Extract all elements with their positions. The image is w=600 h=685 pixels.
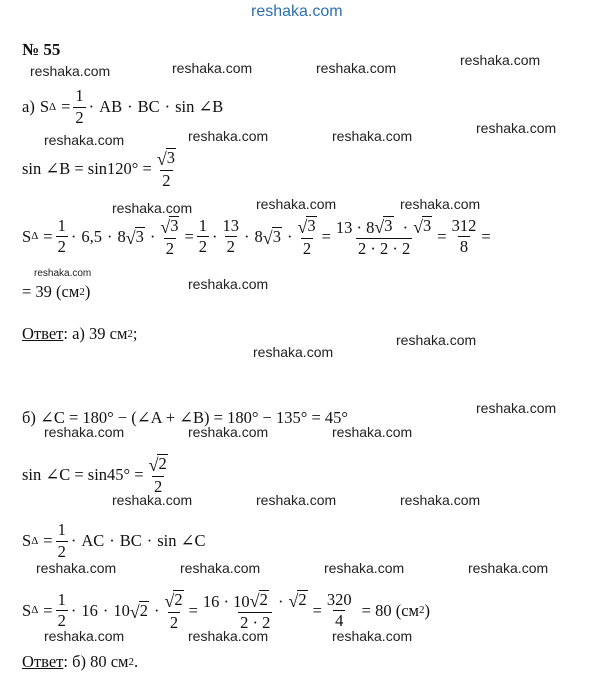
watermark: reshaka.com bbox=[30, 63, 111, 79]
watermark: reshaka.com bbox=[188, 628, 269, 644]
watermark: reshaka.com bbox=[44, 132, 125, 148]
watermark: reshaka.com bbox=[332, 424, 413, 440]
watermark: reshaka.com bbox=[188, 276, 269, 292]
watermark: reshaka.com bbox=[172, 60, 253, 76]
site-header[interactable]: reshaka.com bbox=[251, 3, 343, 20]
watermark: reshaka.com bbox=[332, 628, 413, 644]
watermark: reshaka.com bbox=[468, 560, 549, 576]
watermark: reshaka.com bbox=[112, 200, 193, 216]
answer-label: Ответ bbox=[22, 324, 64, 343]
watermark: reshaka.com bbox=[316, 60, 397, 76]
delta-sub: Δ bbox=[49, 100, 57, 113]
formula-area-b: S Δ = $\frac{1}{2}$ · AC · BC · sin ∠C bbox=[22, 520, 206, 561]
watermark: reshaka.com bbox=[44, 424, 125, 440]
result-a: = 39 (см 2 ) bbox=[22, 282, 91, 301]
watermark: reshaka.com bbox=[188, 424, 269, 440]
problem-title: № 55 bbox=[22, 40, 61, 59]
answer-b: Ответ : б) 80 см 2 . bbox=[22, 652, 139, 671]
watermark: reshaka.com bbox=[36, 560, 117, 576]
watermark: reshaka.com bbox=[476, 400, 557, 416]
formula-angle-c: б) ∠C = 180° − (∠A + ∠B) = 180° − 135° = 45° bbox=[22, 408, 348, 427]
eq: = bbox=[61, 96, 71, 116]
label-a: а) bbox=[22, 96, 35, 116]
watermark: reshaka.com bbox=[188, 128, 269, 144]
formula-sin-c: sin ∠C = sin45° = √ 2 2 bbox=[22, 454, 167, 497]
watermark: reshaka.com bbox=[324, 560, 405, 576]
formula-computation-b: S Δ = $\frac{1}{2}$ · 16 · 10 √ 2 · √ 2 2 = 16 · 10 √ 2 · √ 2 2 · 2 = $\frac{320}{4}$ = 80 (см 2 ) bbox=[22, 589, 430, 633]
formula-computation-a: S Δ = $\frac{1}{2}$ · 6,5 · 8 √ 3 · √ 3 2 = $\frac{1}{2}$ · $\frac{13}{2}$ · 8 √ 3 · √ 3 2 = 13 · 8 √ 3 · √ 3 2 · 2 · 2 = $\frac{312}{8}$ = bbox=[22, 215, 491, 259]
watermark: reshaka.com bbox=[34, 268, 92, 279]
formula-sin-b: sin ∠B = sin120° = √ 3 2 bbox=[22, 148, 181, 190]
watermark: reshaka.com bbox=[180, 560, 261, 576]
answer-label: Ответ bbox=[22, 652, 64, 671]
fraction: √ 3 2 bbox=[156, 148, 175, 191]
watermark: reshaka.com bbox=[256, 492, 337, 508]
formula-area-a: а) S Δ = $\frac{1}{2}$ · AB · BC · sin ∠B bbox=[22, 86, 224, 127]
watermark: reshaka.com bbox=[332, 128, 413, 144]
watermark: reshaka.com bbox=[460, 52, 541, 68]
watermark: reshaka.com bbox=[476, 120, 557, 136]
fraction: $\frac{1}{2}$ bbox=[75, 86, 84, 127]
watermark: reshaka.com bbox=[256, 196, 337, 212]
watermark: reshaka.com bbox=[44, 628, 125, 644]
watermark: reshaka.com bbox=[400, 492, 481, 508]
answer-a: Ответ : а) 39 см 2 ; bbox=[22, 324, 138, 343]
s-label: S bbox=[39, 96, 50, 116]
watermark: reshaka.com bbox=[112, 492, 193, 508]
watermark: reshaka.com bbox=[253, 344, 334, 360]
watermark: reshaka.com bbox=[396, 332, 477, 348]
watermark: reshaka.com bbox=[400, 196, 481, 212]
